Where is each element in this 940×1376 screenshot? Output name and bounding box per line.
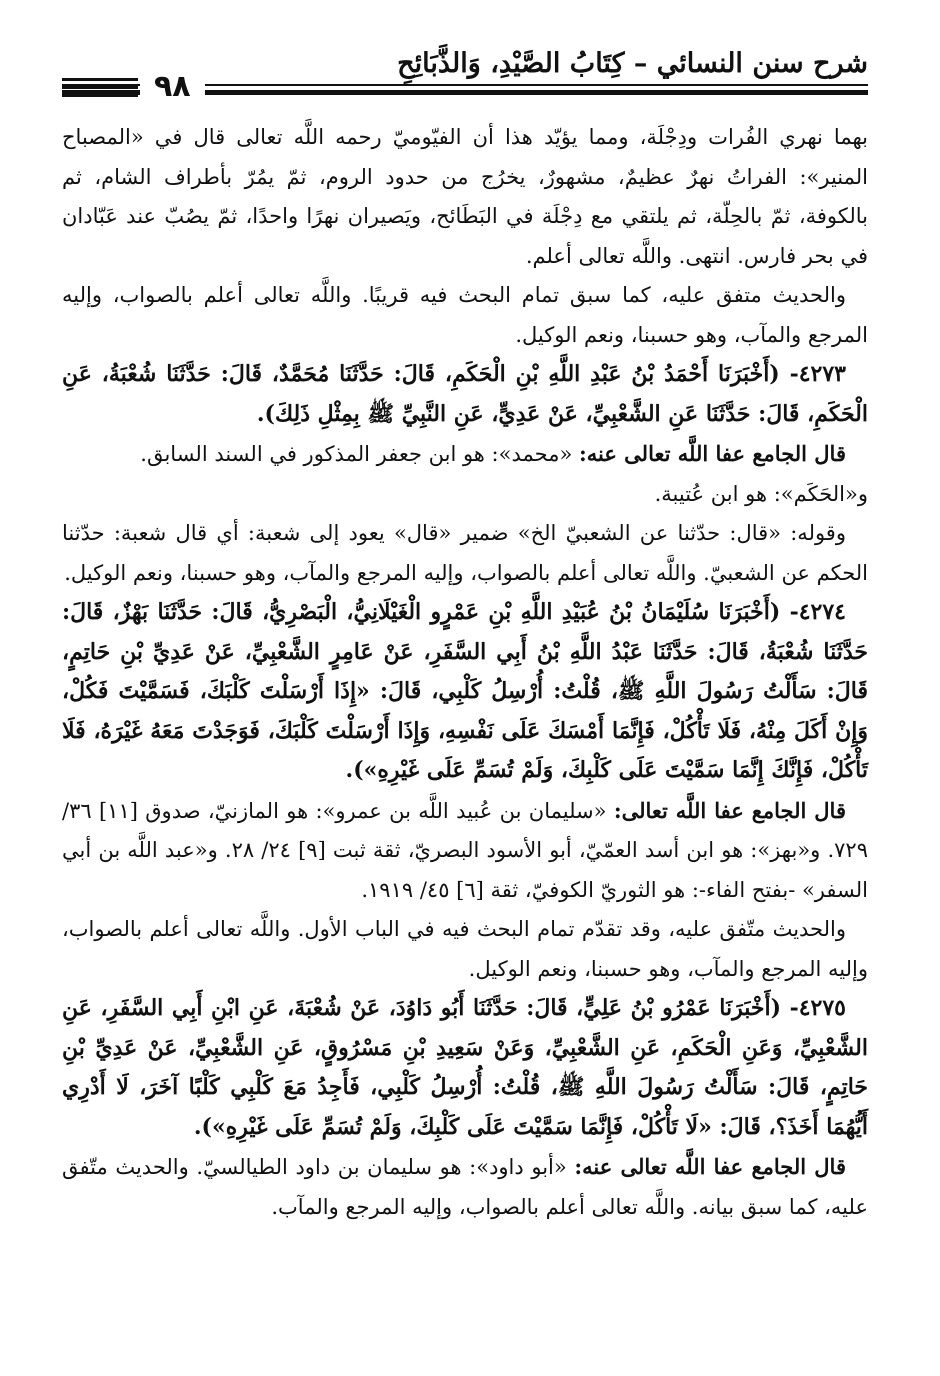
- commentary-4274: [62, 791, 868, 911]
- paragraph-qawluh: وقوله: «قال: حدّثنا عن الشعبيّ الخ» ضمير «قال» يعود إلى شعبة: أي قال شعبة: حدّثنا الحكم عن الشعبيّ. واللَّه تعالى أعلم بالصواب، وإليه المرجع والمآب، وهو حسبنا، ونعم الوكيل.: [62, 521, 868, 585]
- hadith-4275: ٤٢٧٥- (أَخْبَرَنَا عَمْرُو بْنُ عَلِيٍّ، قَالَ: حَدَّثَنَا أَبُو دَاوُدَ، عَنْ شُعْبَةَ، عَنِ ابْنِ أَبِي السَّفَرِ، عَنِ الشَّعْبِيِّ، وَعَنِ الْحَكَمِ، عَنِ الشَّعْبِيِّ، وَعَنْ سَعِيدِ بْنِ مَسْرُوقٍ، عَنِ الشَّعْبِيِّ، عَنْ عَدِيِّ بْنِ حَاتِمٍ، قَالَ: سَأَلْتُ رَسُولَ اللَّهِ ﷺ، قُلْتُ: أُرْسِلُ كَلْبِي، فَأَجِدُ مَعَ كَلْبِي كَلْبًا آخَرَ، لَا أَدْرِي أَيُّهُمَا أَخَذَ؟، قَالَ: «لَا تَأْكُلْ، فَإِنَّمَا سَمَّيْتَ عَلَى كَلْبِكَ، وَلَمْ تُسَمِّ عَلَى غَيْرِهِ»).: [62, 995, 868, 1140]
- hadith-4274: ٤٢٧٤- (أَخْبَرَنَا سُلَيْمَانُ بْنُ عُبَيْدِ اللَّهِ بْنِ عَمْرٍو الْغَيْلَانِيُّ، الْبَصْرِيُّ، قَالَ: حَدَّثَنَا بَهْزٌ، قَالَ: حَدَّثَنَا شُعْبَةُ، قَالَ: حَدَّثَنَا عَبْدُ اللَّهِ بْنُ أَبِي السَّفَرِ، عَنْ عَامِرٍ الشَّعْبِيِّ، عَنْ عَدِيِّ بْنِ حَاتِمٍ، قَالَ: سَأَلْتُ رَسُولَ اللَّهِ ﷺ، قُلْتُ: أُرْسِلُ كَلْبِي، قَالَ: «إِذَا أَرْسَلْتَ كَلْبَكَ، فَسَمَّيْتَ فَكُلْ، وَإِنْ أَكَلَ مِنْهُ، فَلَا تَأْكُلْ، فَإِنَّمَا أَمْسَكَ عَلَى نَفْسِهِ، وَإِذَا أَرْسَلْتَ كَلْبَكَ، فَوَجَدْتَ مَعَهُ غَيْرَهُ، فَلَا تَأْكُلْ، فَإِنَّكَ إِنَّمَا سَمَّيْتَ عَلَى كَلْبِكَ، وَلَمْ تُسَمِّ عَلَى غَيْرِهِ»).: [62, 599, 868, 783]
- page-body: [62, 118, 868, 1227]
- jami-lead: قال الجامع عفا اللَّه تعالى:: [613, 797, 846, 823]
- paragraph-hakam: و«الحَكَم»: هو ابن عُتيبة.: [654, 481, 868, 506]
- commentary-4273: [62, 434, 868, 475]
- page-header: [62, 48, 868, 104]
- page-number: ٩٨: [140, 70, 205, 104]
- running-title: شرح سنن النسائي – كِتَابُ الصَّيْدِ، وَالذَّبَائِحِ: [397, 48, 868, 79]
- commentary-4275: [62, 1147, 868, 1227]
- commentary-text: «سليمان بن عُبيد اللَّه بن عمرو»: هو المازنيّ، صدوق [١١] ٣٦/ ٧٢٩. و«بهز»: هو ابن أسد العمّيّ، أبو الأسود البصريّ، ثقة ثبت [٩] ٢٤/ ٢٨. و«عبد اللَّه بن أبي السفر» -بفتح الفاء-: هو الثوريّ الكوفيّ، ثقة [٦] ٤٥/ ١٩١٩.: [62, 798, 868, 902]
- jami-lead: قال الجامع عفا اللَّه تعالى عنه:: [574, 1154, 846, 1179]
- paragraph-muttafaq-2: والحديث متّفق عليه، وقد تقدّم تمام البحث فيه في الباب الأول. واللَّه تعالى أعلم بالصواب، وإليه المرجع والمآب، وهو حسبنا، ونعم الوكيل.: [62, 917, 868, 981]
- jami-lead: قال الجامع عفا اللَّه تعالى عنه:: [578, 441, 846, 466]
- hadith-4273: ٤٢٧٣- (أَخْبَرَنَا أَحْمَدُ بْنُ عَبْدِ اللَّهِ بْنِ الْحَكَمِ، قَالَ: حَدَّثَنَا مُحَمَّدٌ، قَالَ: حَدَّثَنَا شُعْبَةُ، عَنِ الْحَكَمِ، قَالَ: حَدَّثَنَا عَنِ الشَّعْبِيِّ، عَنْ عَدِيٍّ، عَنِ النَّبِيِّ ﷺ بِمِثْلِ ذَلِكَ).: [62, 361, 868, 427]
- paragraph-muttafaq-1: والحديث متفق عليه، كما سبق تمام البحث فيه قريبًا. واللَّه تعالى أعلم بالصواب، وإليه المرجع والمآب، وهو حسبنا، ونعم الوكيل.: [62, 283, 868, 347]
- commentary-text: «محمد»: هو ابن جعفر المذكور في السند السابق.: [140, 442, 573, 466]
- header-ornament: [62, 78, 138, 102]
- commentary-text: «أبو داود»: هو سليمان بن داود الطيالسيّ. والحديث متّفق عليه، كما سبق بيانه. واللَّه تعالى أعلم بالصواب، وإليه المرجع والمآب.: [62, 1155, 868, 1219]
- paragraph-rivers: بهما نهري الفُرات ودِجْلَة، ومما يؤيّد هذا أن الفيّوميّ رحمه اللَّه تعالى قال في «المصباح المنير»: الفراتُ نهرٌ عظيمٌ، مشهورٌ، يخرُج من حدود الروم، ثمّ يمُرّ بأطراف الشام، ثم بالكوفة، ثمّ بالحِلّة، ثم يلتقي مع دِجْلَة في البَطَائح، ويَصيران نهرًا واحدًا، ثمّ يصُبّ عند عَبّادان في بحر فارس. انتهى. واللَّه تعالى أعلم.: [62, 125, 868, 268]
